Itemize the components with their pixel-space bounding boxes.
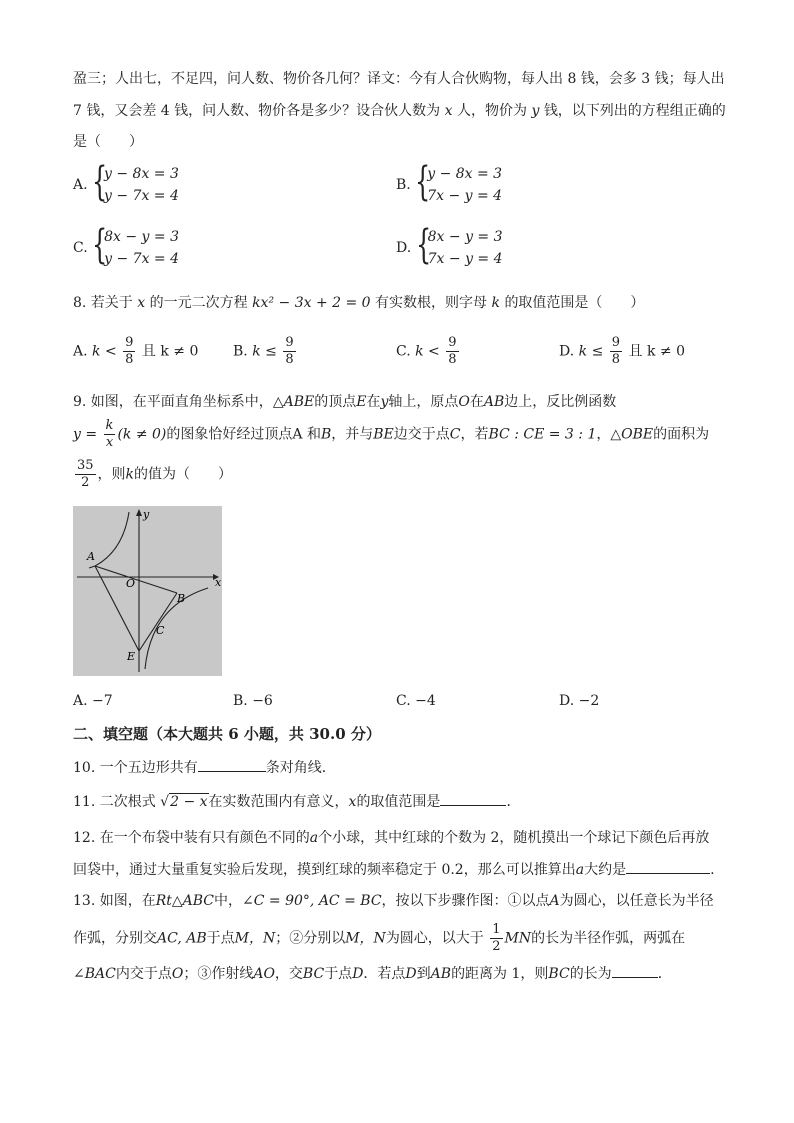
q9-fn-cond: (k ≠ 0) [117, 426, 167, 443]
q8-equation: kx² − 3x + 2 = 0 [252, 295, 371, 311]
q10-text-part: 10. 一个五边形共有 [73, 760, 198, 776]
q9-option-a[interactable] [73, 693, 113, 709]
q8-option-b[interactable] [233, 335, 298, 368]
q9-var-k: k [125, 466, 135, 483]
q8-text-part: 8. 若关于 [73, 295, 133, 311]
q12-var-a: a [309, 830, 319, 846]
label-x: x [215, 576, 222, 589]
q9-point-b: B [320, 426, 332, 443]
q12-text-part: 个小球，其中红球的个数为 2，随机摸出一个球记下颜色后再放 [318, 830, 710, 846]
q7-option-b[interactable] [396, 159, 503, 207]
equation-1: y − 8x = 3 [427, 166, 503, 182]
q13-text-part: ；②分别以 [275, 930, 346, 947]
q12-text-part: 12. 在一个布袋中装有只有颜色不同的 [73, 830, 310, 846]
q7-option-d[interactable] [396, 222, 503, 270]
q12-text-part: 大约是 [584, 862, 627, 878]
q11-text-part: ． [506, 794, 521, 810]
q13-text-part: 的长为半径作弧，两弧在 [531, 930, 686, 947]
denominator: 8 [125, 352, 134, 367]
option-label: A. [73, 343, 88, 360]
option-label: B. [233, 343, 248, 360]
equation-1: y − 8x = 3 [104, 166, 179, 182]
q11-text-part: 在实数范围内有意义， [208, 794, 349, 810]
q13-point-o: O [171, 966, 184, 982]
q7-text-part: 7 钱，又会差 4 钱，问人数、物价各是多少？设合伙人数为 [73, 103, 441, 119]
q13-text-part: 13. 如图，在 [73, 893, 156, 909]
q7-text-line3: 是（ ） [73, 134, 143, 150]
q9-point-o: O [458, 394, 470, 410]
q12-text-part: . [710, 862, 715, 878]
q13-text-part: ；③作射线 [183, 966, 254, 982]
option-lhs: k < [92, 343, 117, 360]
option-value: −2 [578, 693, 600, 709]
numerator: 9 [125, 335, 134, 350]
q8-var-k: k [491, 295, 500, 311]
q8-text-part: 有实数根，则字母 [375, 295, 488, 311]
q13-text-part: 为圆心，以大于 [385, 930, 484, 947]
q13-segment-bc: BC [302, 966, 325, 982]
q13-text-part: 中， [214, 893, 243, 909]
q13-segment-ab: AB [430, 966, 452, 982]
q9-option-c[interactable] [396, 693, 436, 709]
option-lhs: k < [415, 343, 440, 360]
denominator: 8 [611, 352, 621, 367]
q9-text-part: 在 [469, 394, 484, 410]
option-lhs: k ≤ [252, 343, 277, 360]
q13-text-part: ．若点 [363, 966, 406, 982]
q9-text-part: 边上，反比例函数 [504, 394, 617, 410]
option-label: A. [73, 177, 88, 193]
q13-segments: AC, AB [157, 930, 207, 947]
q13-line2 [73, 922, 685, 955]
option-label: C. [73, 240, 88, 256]
q7-text-line1: 盈三；人出七，不足四，问人数、物价各几何？译文：今有人合伙购物，每人出 8 钱，会多 3 钱；每人出 [73, 71, 725, 87]
q13-line3 [73, 963, 672, 983]
equation-system [415, 222, 503, 270]
label-b: B [177, 592, 186, 605]
denominator: 8 [448, 352, 457, 367]
q13-ray-ao: AO [253, 966, 275, 982]
q13-text-part: 到 [416, 966, 431, 982]
fraction [610, 335, 622, 368]
equation-system [92, 159, 179, 207]
q9-text-part: ，若 [460, 426, 489, 443]
q7-text-line2 [73, 100, 726, 120]
option-label: C. [396, 693, 411, 709]
q9-figure [73, 506, 222, 676]
option-rhs: 且 k ≠ 0 [141, 343, 199, 360]
q11-radical [160, 794, 208, 810]
q9-fn-lhs: y = [73, 426, 98, 443]
q13-answer-blank[interactable] [612, 963, 658, 978]
option-value: −6 [252, 693, 273, 709]
q9-figure-svg [73, 506, 222, 676]
option-label: D. [559, 343, 575, 360]
fraction [123, 335, 135, 368]
q13-text-part: 为圆心，以任意长为半径 [559, 893, 714, 909]
q10-answer-blank[interactable] [198, 757, 266, 772]
brace-icon: { [92, 222, 108, 268]
q9-text-part: 的面积为 [653, 426, 710, 443]
q9-text-part: 的值为（ ） [134, 466, 233, 483]
option-lhs: k ≤ [578, 343, 604, 360]
q11-text-part: 的取值范围是 [356, 794, 441, 810]
q9-text-part: 在 [366, 394, 381, 410]
brace-icon: { [415, 159, 431, 205]
q9-text-part: ， [596, 426, 611, 443]
radical-sign-icon: √ [160, 794, 170, 810]
option-label: D. [559, 693, 575, 709]
q13-segment-bc: BC [548, 966, 570, 982]
label-e: E [127, 650, 136, 663]
q11-text-part: 11. 二次根式 [73, 794, 156, 810]
q9-segment-ab: AB [483, 394, 505, 410]
q13-points-mn: M，N [345, 930, 386, 947]
q9-text-part: ，则 [97, 466, 126, 483]
q13-text-part: 于点 [206, 930, 235, 947]
q8-text-part: 的一元二次方程 [149, 295, 248, 311]
q12-line1 [73, 827, 709, 847]
q13-line1 [73, 890, 714, 910]
q13-point-a: A [549, 893, 560, 909]
q8-option-c[interactable] [396, 335, 461, 368]
option-label: D. [396, 240, 412, 256]
q9-text-part: ，并与 [331, 426, 374, 443]
q9-text-part: 边交于点 [393, 426, 450, 443]
numerator: 9 [285, 335, 294, 350]
q9-text-part: 的图象恰好经过顶点A 和 [166, 426, 321, 443]
q13-text-part: ． [657, 966, 672, 982]
brace-icon: { [92, 159, 108, 205]
q8-var-x: x [137, 295, 146, 311]
q9-text-part: 9. 如图，在平面直角坐标系中， [73, 394, 273, 410]
option-label: B. [233, 693, 248, 709]
q9-point-c: C [449, 426, 461, 443]
q13-points-mn: M，N [234, 930, 276, 947]
q11 [73, 791, 520, 811]
option-label: A. [73, 693, 88, 709]
equation-2: y − 7x = 4 [104, 251, 180, 267]
q12-answer-blank[interactable] [626, 859, 710, 874]
label-o: O [126, 577, 136, 590]
q11-var-x: x [348, 794, 357, 810]
q13-text-part: 作弧，分别交 [73, 930, 157, 947]
option-value: −4 [415, 693, 436, 709]
equation-2: 7x − y = 4 [427, 251, 503, 267]
label-y: y [143, 508, 150, 521]
q7-text-part: 钱，以下列出的方程组正确的 [543, 103, 726, 119]
q7-var-y: y [531, 103, 540, 119]
q12-var-a: a [575, 862, 585, 878]
denominator: 2 [492, 939, 501, 954]
fraction [283, 335, 295, 368]
q13-half-fraction [490, 922, 502, 955]
q9-text-part: 的顶点 [314, 394, 357, 410]
q7-option-c[interactable] [73, 222, 180, 270]
q13-text-part: ，按以下步骤作图：①以点 [381, 893, 550, 909]
q13-rt-triangle: Rt△ABC [155, 893, 215, 909]
q13-angle-bac: ∠BAC [73, 966, 116, 982]
equation-2: y − 7x = 4 [104, 188, 179, 204]
q8-option-d[interactable] [559, 335, 685, 368]
denominator: 2 [81, 475, 90, 490]
section-heading: 二、填空题（本大题共 6 小题，共 30.0 分） [73, 725, 381, 743]
q9-fn-fraction [104, 418, 116, 451]
equation-system [92, 222, 180, 270]
numerator: k [105, 418, 114, 433]
fraction [446, 335, 458, 368]
q9-triangle-obe: △OBE [610, 426, 654, 443]
q13-text-part: 内交于点 [115, 966, 172, 982]
label-c: C [156, 624, 165, 637]
equation-system [415, 159, 503, 207]
numerator: 35 [77, 458, 94, 473]
equation-2: 7x − y = 4 [427, 188, 503, 204]
q9-stem-line1 [73, 391, 616, 411]
q8-stem [73, 292, 644, 312]
q9-option-b[interactable] [233, 693, 273, 709]
q9-point-e: E [356, 394, 367, 410]
equation-1: 8x − y = 3 [427, 229, 503, 245]
q13-text-part: 于点 [324, 966, 353, 982]
q10 [73, 757, 336, 777]
denominator: 8 [285, 352, 294, 367]
q9-stem-line3 [73, 458, 232, 491]
q7-var-x: x [444, 103, 453, 119]
q12-line2 [73, 859, 715, 879]
q13-text-part: ，交 [274, 966, 303, 982]
q13-condition: ∠C = 90°, AC = BC [242, 893, 382, 909]
q12-text-part: 回袋中，通过大量重复实验后发现，摸到红球的频率稳定于 0.2，那么可以推算出 [73, 862, 576, 878]
q13-segment-mn: MN [504, 930, 532, 947]
q10-text-part: 条对角线． [265, 760, 336, 776]
brace-icon: { [415, 222, 431, 268]
q7-option-a[interactable] [73, 159, 179, 207]
option-label: B. [396, 177, 411, 193]
option-label: C. [396, 343, 411, 360]
label-a: A [87, 550, 95, 563]
q9-triangle-abe: △ABE [272, 394, 315, 410]
q9-option-d[interactable] [559, 693, 599, 709]
q11-answer-blank[interactable] [440, 791, 506, 806]
q9-segment-be: BE [373, 426, 394, 443]
option-rhs: 且 k ≠ 0 [628, 343, 685, 360]
q8-option-a[interactable] [73, 335, 198, 368]
q13-point-d: D [352, 966, 364, 982]
q11-radicand: 2 − x [170, 794, 208, 810]
q13-point-d: D [405, 966, 417, 982]
numerator: 9 [611, 335, 621, 350]
q9-stem-line2 [73, 418, 709, 451]
q13-text-part: 的距离为 1，则 [451, 966, 549, 982]
denominator: x [105, 435, 114, 450]
q13-text-part: 的长为 [569, 966, 612, 982]
q7-text-part: 人，物价为 [456, 103, 527, 119]
numerator: 1 [492, 922, 501, 937]
numerator: 9 [448, 335, 457, 350]
q8-text-part: 的取值范围是（ ） [504, 295, 645, 311]
option-value: −7 [92, 693, 113, 709]
q9-text-part: 轴上，原点 [388, 394, 459, 410]
q9-ratio: BC : CE = 3 : 1 [488, 426, 597, 443]
equation-1: 8x − y = 3 [104, 229, 180, 245]
q9-axis-y: y [380, 394, 389, 410]
q9-area-fraction [75, 458, 96, 491]
